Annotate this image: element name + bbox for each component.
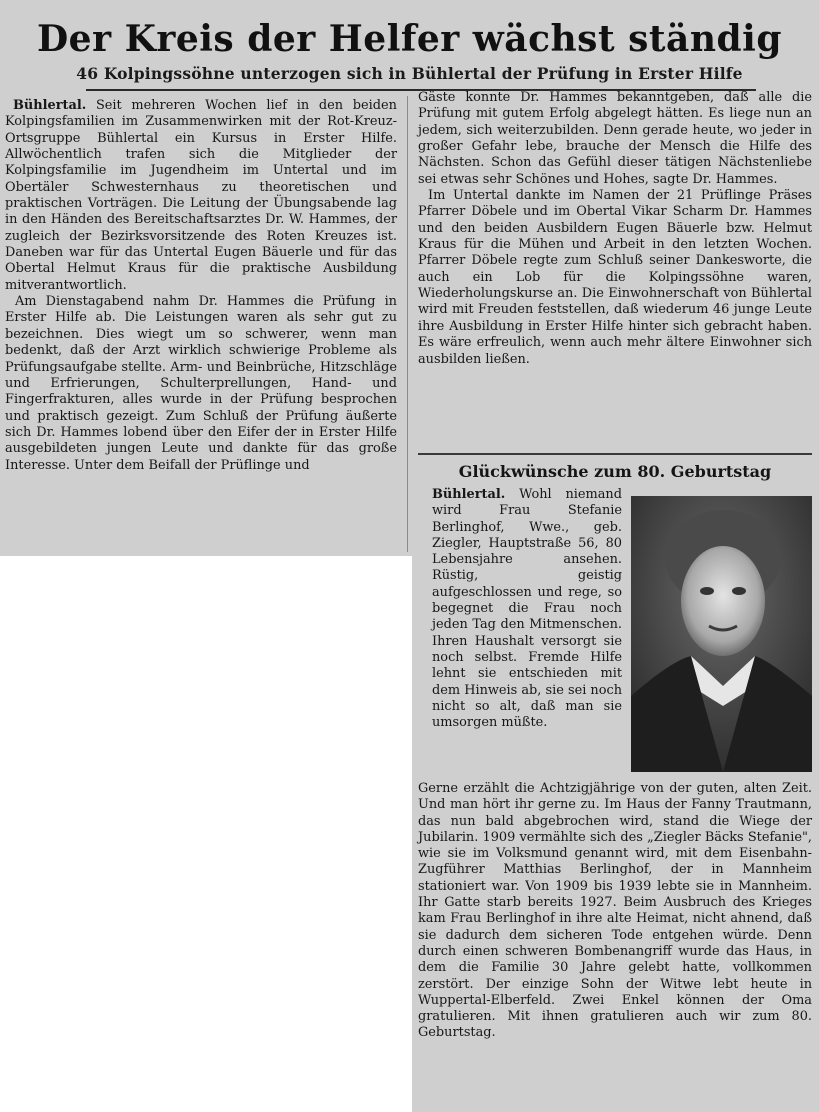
birthday-paragraph: Gerne erzählt die Achtzigjährige von der guten, alten Zeit. Und man hört ihr gerne zu. Im Haus der Fanny Trautmann, das nun bald abgebrochen wird, stand die Wiege der Jubilarin. 1909 vermählte sich des „Ziegler Bäcks Stefanie", wie sie im Volksmund genannt wird, mit dem Eisenbahn-Zugführer Matthias Berlinghof, der in Mannheim stationiert war. Von 1909 bis 1939 lebte sie in Mannheim. Ihr Gatte starb bereits 1927. Beim Ausbruch des Krieges kam Frau Berlinghof in ihre alte Heimat, nicht ahnend, daß sie dadurch dem sicheren Tode entgehen würde. Denn durch einen schweren Bombenangriff wurde das Haus, in dem die Familie 30 Jahre gelebt hatte, vollkommen zerstört. Der einzige Sohn der Witwe lebt heute in Wuppertal-Elberfeld. Zwei Enkel können der Oma gratulieren. Mit ihnen gratulieren auch wir zum 80. Geburtstag. (418, 781, 812, 1041)
article-paragraph: Am Dienstagabend nahm Dr. Hammes die Prüfung in Erster Hilfe ab. Die Leistungen waren als sehr gut zu bezeichnen. Dies wiegt um so schwerer, wenn man bedenkt, daß der Arzt wirklich schwierige Probleme als Prüfungsaufgabe stellte. Arm- und Beinbrüche, Hitzschläge und Erfrierungen, Schulterprellungen, Hand- und Fingerfrakturen, alles wurde in der Prüfung besprochen und praktisch gezeigt. Zum Schluß der Prüfung äußerte sich Dr. Hammes lobend über den Eifer der in Erster Hilfe ausgebildeten jungen Leute und dankte für das große Interesse. Unter dem Beifall der Prüflinge und (5, 294, 397, 473)
birthday-title: Glückwünsche zum 80. Geburtstag (458, 462, 772, 481)
column-divider (407, 96, 408, 552)
article-column-right (418, 90, 812, 368)
blank-area (0, 556, 412, 1112)
portrait-photo-icon (631, 496, 812, 772)
section-rule (418, 453, 812, 455)
article-headline: Der Kreis der Helfer wächst ständig (36, 18, 783, 60)
birthday-intro-text: Wohl niemand wird Frau Stefanie Berlinghof, Wwe., geb. Ziegler, Hauptstraße 56, 80 Lebensjahre ansehen. Rüstig, geistig aufgeschlossen und rege, so begegnet die Frau noch jeden Tag den Mitmenschen. Ihren Haushalt versorgt sie noch selbst. Fremde Hilfe lehnt sie entschieden mit dem Hinweis ab, sie sei noch nicht so alt, daß man sie umsorgen müßte. (432, 487, 623, 731)
paragraph-text: Seit mehreren Wochen lief in den beiden Kolpingsfamilien im Zusammenwirken mit der Rot-Kreuz-Ortsgruppe Bühlertal ein Kursus in Erster Hilfe. Allwöchentlich trafen sich die Mitglieder der Kolpingsfamilie im Jugendheim im Untertal und im Obertäler Schwesternhaus zu theoretischen und praktischen Vorträgen. Die Leitung der Übungsabende lag in den Händen des Bereitschaftsarztes Dr. W. Hammes, der zugleich der Bezirksvorsitzende des Roten Kreuzes ist. Daneben war für das Untertal Eugen Bäuerle und für das Obertal Helmut Kraus für die praktische Ausbildung mitverantwortlich. (5, 98, 397, 293)
article-subheadline: 46 Kolpingssöhne unterzogen sich in Bühlertal der Prüfung in Erster Hilfe (76, 64, 743, 83)
article-column-left (5, 98, 397, 474)
article-paragraph: Gäste konnte Dr. Hammes bekanntgeben, daß alle die Prüfung mit gutem Erfolg abgelegt hätten. Es liege nun an jedem, sich weiterzubilden. Denn gerade heute, wo jeder in großer Gefahr lebe, brauche der Mensch die Hilfe des Nächsten. Schon das Gefühl dieser tätigen Nächstenliebe sei etwas sehr Schönes und Hohes, sagte Dr. Hammes. (418, 90, 812, 187)
birthday-body (418, 781, 812, 1042)
birthday-intro (432, 487, 622, 731)
birthday-dateline: Bühlertal. (432, 487, 506, 502)
article-paragraph: Im Untertal dankte im Namen der 21 Prüflinge Präses Pfarrer Döbele und im Obertal Vikar Scharm Dr. Hammes und den beiden Ausbildern Eugen Bäuerle bzw. Helmut Kraus für die Mühen und Arbeit in den letzten Wochen. Pfarrer Döbele regte zum Schluß seiner Dankesworte, die auch ein Lob für die Kolpingssöhne waren, Wiederholungskurse an. Die Einwohnerschaft von Bühlertal wird mit Freuden feststellen, daß wiederum 46 junge Leute ihre Ausbildung in Erster Hilfe hinter sich gebracht haben. Es wäre erfreulich, wenn auch mehr ältere Einwohner sich ausbilden ließen. (418, 188, 812, 367)
article-paragraph (5, 98, 397, 294)
birthday-paragraph (432, 487, 622, 731)
dateline: Bühlertal. (13, 98, 87, 113)
